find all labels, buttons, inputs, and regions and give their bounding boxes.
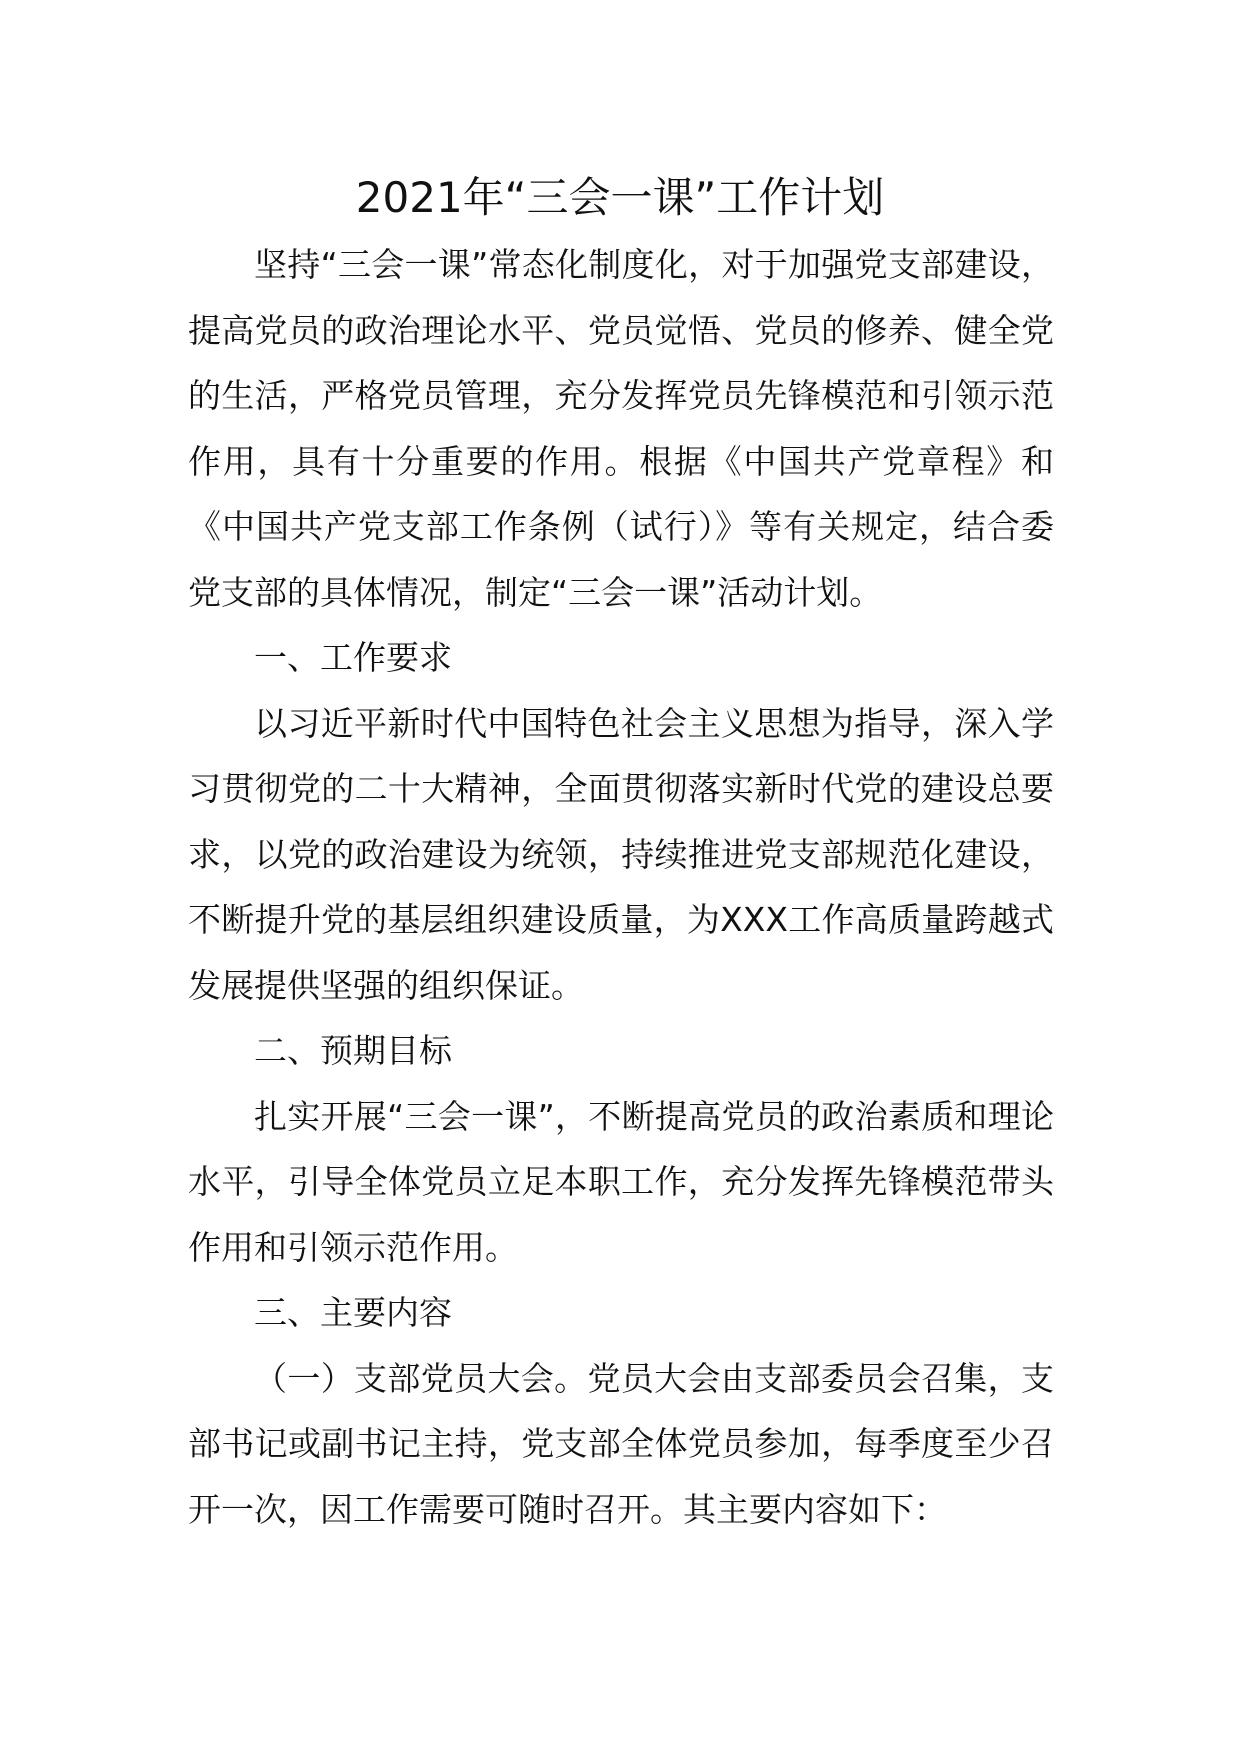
section-paragraph-main-content: （一）支部党员大会。党员大会由支部委员会召集，支部书记或副书记主持，党支部全体党员参加，每季度至少召开一次，因工作需要可随时召开。其主要内容如下： <box>188 1358 1054 1529</box>
section-heading-expected-goals: 二、预期目标 <box>254 1031 452 1070</box>
section-heading-work-requirements: 一、工作要求 <box>254 638 452 677</box>
intro-paragraph: 坚持“三会一课”常态化制度化，对于加强党支部建设，提高党员的政治理论水平、党员觉悟、党员的修养、健全党的生活，严格党员管理，充分发挥党员先锋模范和引领示范作用，具有十分重要的作用。根据《中国共产党章程》和《中国共产党支部工作条例（试行）》等有关规定，结合委党支部的具体情况，制定“三会一课”活动计划。 <box>188 245 1054 612</box>
section-paragraph-expected-goals: 扎实开展“三会一课”，不断提高党员的政治素质和理论水平，引导全体党员立足本职工作，充分发挥先锋模范带头作用和引领示范作用。 <box>188 1096 1054 1267</box>
document-body <box>188 232 1054 1542</box>
section-heading-main-content: 三、主要内容 <box>254 1293 452 1332</box>
section-paragraph-work-requirements: 以习近平新时代中国特色社会主义思想为指导，深入学习贯彻党的二十大精神，全面贯彻落实新时代党的建设总要求，以党的政治建设为统领，持续推进党支部规范化建设，不断提升党的基层组织建设质量，为XXX工作高质量跨越式发展提供坚强的组织保证。 <box>188 703 1054 1005</box>
document-title: 2021年“三会一课”工作计划 <box>355 173 885 222</box>
